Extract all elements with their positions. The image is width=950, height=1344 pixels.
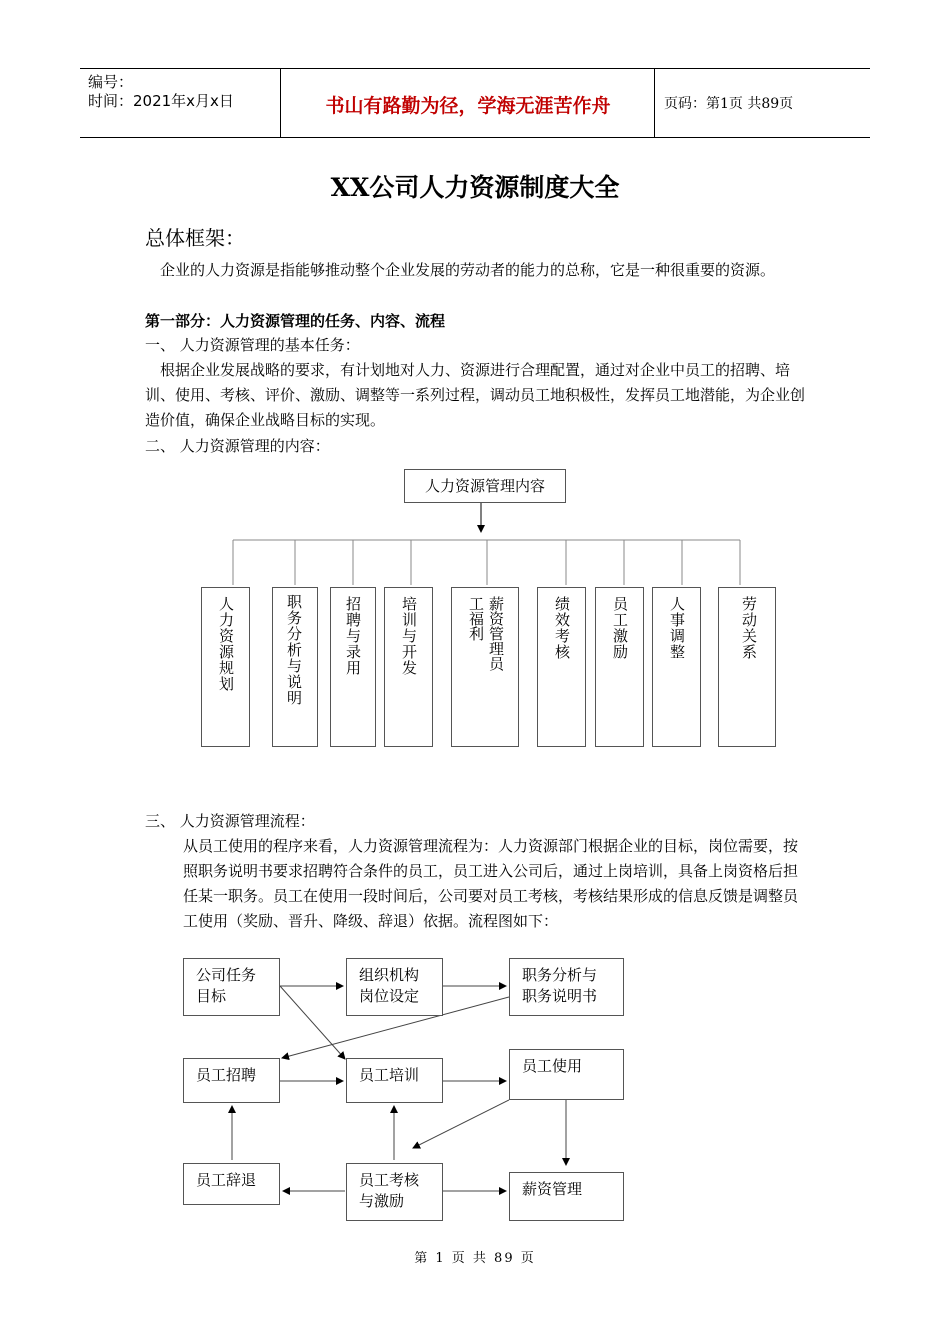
org-item-performance: 绩效考核 — [537, 587, 586, 747]
page-footer: 第 1 页 共 89 页 — [414, 1251, 536, 1266]
org-item-motivation: 员工激励 — [595, 587, 644, 747]
flow-dismiss: 员工辞退 — [183, 1163, 280, 1205]
document-title: XX公司人力资源制度大全 — [330, 173, 620, 202]
flow-use: 员工使用 — [509, 1049, 624, 1100]
sec1-body: 根据企业发展战略的要求，有计划地对人力、资源进行合理配置，通过对企业中员工的招聘、培训、使用、考核、评价、激励、调整等一系列过程，调动员工地积极性，发挥员工地潜能，为企业创造价值，确保企业战略目标的实现。 — [145, 361, 806, 429]
flow-job-analysis: 职务分析与职务说明书 — [509, 958, 624, 1016]
org-item-salary-welfare: 薪资管理员工福利 — [451, 587, 519, 747]
sec1-heading: 一、 人力资源管理的基本任务： — [145, 336, 360, 354]
flow-training: 员工培训 — [346, 1058, 443, 1103]
org-item-training: 培训与开发 — [384, 587, 433, 747]
org-item-recruitment: 招聘与录用 — [330, 587, 376, 747]
org-item-labor-relations: 劳动关系 — [718, 587, 776, 747]
flow-appraisal: 员工考核与激励 — [346, 1163, 443, 1221]
page-info: 页码：第1页 共89页 — [664, 96, 794, 112]
org-item-hr-planning: 人力资源规划 — [201, 587, 250, 747]
sec3-body: 从员工使用的程序来看，人力资源管理流程为：人力资源部门根据企业的目标，岗位需要，按照职务说明书要求招聘符合条件的员工，员工进入公司后，通过上岗培训，具备上岗资格后担任某一职务。员工在使用一段时间后，公司要对员工考核，考核结果形成的信息反馈是调整员工使用（奖励、晋升、降级、辞退）依据。流程图如下： — [183, 837, 799, 930]
flow-org-structure: 组织机构岗位设定 — [346, 958, 443, 1016]
org-item-job-analysis: 职务分析与说明 — [272, 587, 318, 747]
flow-salary: 薪资管理 — [509, 1172, 624, 1221]
org-root: 人力资源管理内容 — [404, 469, 566, 503]
intro-paragraph: 企业的人力资源是指能够推动整个企业发展的劳动者的能力的总称，它是一种很重要的资源。 — [160, 261, 776, 279]
flow-recruit: 员工招聘 — [183, 1058, 280, 1103]
part1-heading: 第一部分：人力资源管理的任务、内容、流程 — [145, 312, 446, 330]
flow-company-goal: 公司任务目标 — [183, 958, 280, 1016]
time-label: 时间：2021年x月x日 — [88, 92, 234, 110]
motto: 书山有路勤为径，学海无涯苦作舟 — [325, 95, 611, 117]
number-label: 编号： — [88, 73, 134, 91]
sec3-heading: 三、 人力资源管理流程： — [145, 812, 315, 830]
overview-heading: 总体框架： — [145, 226, 245, 250]
org-item-personnel-adjust: 人事调整 — [652, 587, 701, 747]
sec2-heading: 二、 人力资源管理的内容： — [145, 437, 330, 455]
